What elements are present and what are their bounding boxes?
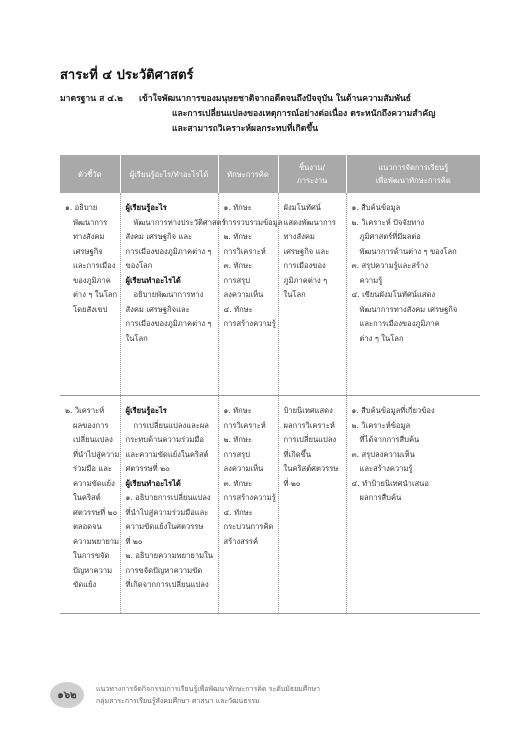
table-header-row <box>60 155 480 193</box>
header-activities: แนวการจัดการเรียนรู้ เพื่อพัฒนาทักษะการคิด <box>346 155 480 193</box>
table-row <box>60 396 480 614</box>
standard-line: และสามารถวิเคราะห์ผลกระทบที่เกิดขึ้น <box>172 124 319 134</box>
skills-cell: ๑. ทักษะ การวิเคราะห์ ๒. ทักษะ การสรุป ลงความเห็น ๓. ทักษะ การสร้างความรู้ ๔. ทักษะ กระบวนการคิด สร้างสรรค์ <box>218 396 278 614</box>
header-thinking-skills: ทักษะการคิด <box>218 155 278 193</box>
work-cell: ผังมโนทัศน์ แสดงพัฒนาการ ทางสังคม เศรษฐกิจ และ การเมืองของ ภูมิภาคต่าง ๆ ในโลก <box>278 193 346 396</box>
skills-cell: ๑. ทักษะ การรวบรวมข้อมูล ๒. ทักษะ การวิเคราะห์ ๓. ทักษะ การสรุป ลงความเห็น ๔. ทักษะ การสร้างความรู้ <box>218 193 278 396</box>
learning-table <box>60 155 480 614</box>
standard-code: มาตรฐาน ส ๔.๒ <box>60 94 123 104</box>
learning-cell: ผู้เรียนรู้อะไร การเปลี่ยนแปลงและผล กระทบด้านความร่วมมือ และความขัดแย้งในคริสต์ ศตวรรษที่ ๒๐ ผู้เรียนทำอะไรได้ ๑. อธิบายการเปลี่ยนแปลง ที่นำไปสู่ความร่วมมือและ ความขัดแย้งในศตวรรษ ที่ ๒๐ ๒. อธิบายความพยายามใน การขจัดปัญหาความขัด ที่เกิดจากการเปลี่ยนแปลง <box>120 396 218 614</box>
table-row <box>60 193 480 396</box>
footer-line: แนวทางการจัดกิจกรรมการเรียนรู้เพื่อพัฒนาทักษะการคิด ระดับมัธยมศึกษา <box>96 685 321 693</box>
header-work: ชิ้นงาน/ ภาระงาน <box>278 155 346 193</box>
learning-cell: ผู้เรียนรู้อะไร พัฒนาการทางประวัติศาสตร์ สังคม เศรษฐกิจ และ การเมืองของภูมิภาคต่าง ๆ ของโลก ผู้เรียนทำอะไรได้ อธิบายพัฒนาการทาง สังคม เศรษฐกิจและ การเมืองของภูมิภาคต่าง ๆ ในโลก <box>120 193 218 396</box>
indicator-cell: ๒. วิเคราะห์ ผลของการ เปลี่ยนแปลง ที่นำไปสู่ความ ร่วมมือ และ ความขัดแย้ง ในคริสต์ ศตวรรษที่ ๒๐ ตลอดจน ความพยายาม ในการขจัด ปัญหาความ ขัดแย้ง <box>60 396 120 614</box>
standard-statement <box>60 92 480 137</box>
footer-text <box>96 683 320 707</box>
header-learning: ผู้เรียนรู้อะไร/ทำอะไรได้ <box>120 155 218 193</box>
standard-line: และการเปลี่ยนแปลงของเหตุการณ์อย่างต่อเนื่อง ตระหนักถึงความสำคัญ <box>172 109 436 119</box>
page-number: ๑๖๒ <box>50 682 84 708</box>
header-indicator: ตัวชี้วัด <box>60 155 120 193</box>
activities-cell: ๑. สืบค้นข้อมูลที่เกี่ยวข้อง ๒. วิเคราะห์ข้อมูล ที่ได้จากการสืบค้น ๓. สรุปลงความเห็น และสร้างความรู้ ๔. ทำป้ายนิเทศนำเสนอ ผลการสืบค้น <box>346 396 480 614</box>
page-title: สาระที่ ๔ ประวัติศาสตร์ <box>60 68 194 83</box>
activities-cell: ๑. สืบค้นข้อมูล ๒. วิเคราะห์ ปัจจัยทาง ภูมิศาสตร์ที่มีผลต่อ พัฒนาการด้านต่าง ๆ ของโลก ๓. สรุปความรู้และสร้าง ความรู้ ๔. เขียนผังมโนทัศน์แสดง พัฒนาการทางสังคม เศรษฐกิจ และการเมืองของภูมิภาค ต่าง ๆ ในโลก <box>346 193 480 396</box>
indicator-cell: ๑. อธิบาย พัฒนาการ ทางสังคม เศรษฐกิจ และการเมือง ของภูมิภาค ต่าง ๆ ในโลก โดยสังเขป <box>60 193 120 396</box>
standard-line: เข้าใจพัฒนาการของมนุษยชาติจากอดีตจนถึงปัจจุบัน ในด้านความสัมพันธ์ <box>139 94 412 104</box>
work-cell: ป้ายนิเทศแสดง ผลการวิเคราะห์ การเปลี่ยนแปลง ที่เกิดขึ้น ในคริสต์ศตวรรษ ที่ ๒๐ <box>278 396 346 614</box>
footer-line: กลุ่มสาระการเรียนรู้สังคมศึกษา ศาสนา และวัฒนธรรม <box>96 697 260 705</box>
